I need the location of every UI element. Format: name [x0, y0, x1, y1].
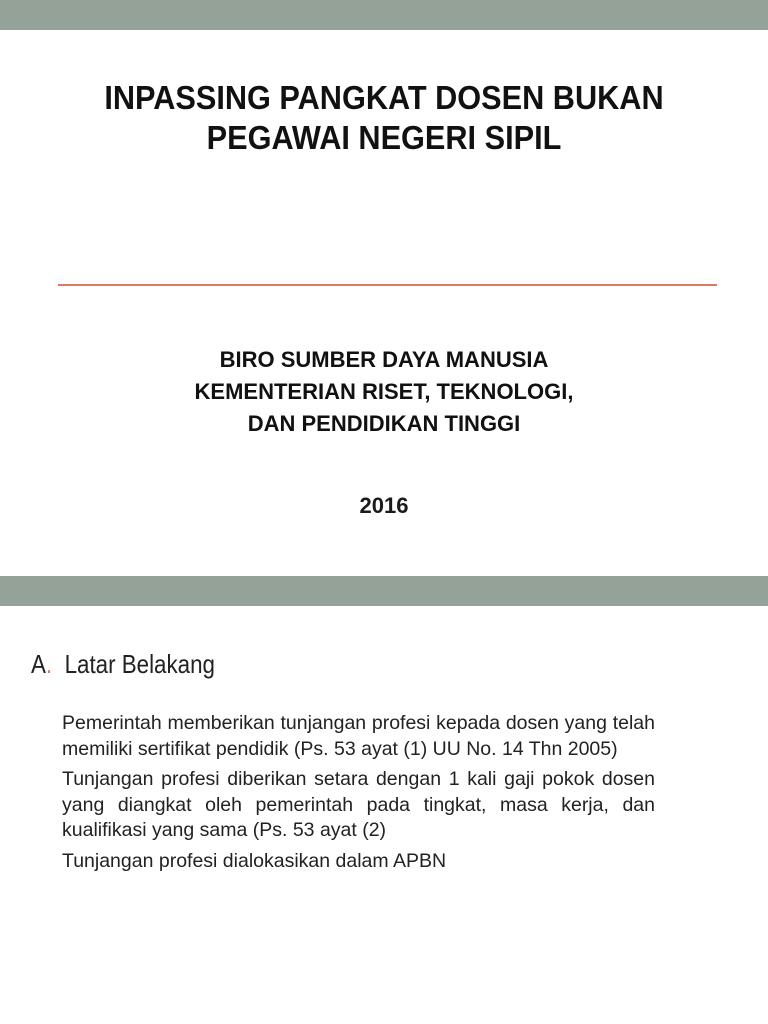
- title-line-1: INPASSING PANGKAT DOSEN BUKAN: [104, 79, 664, 116]
- paragraph-2: Tunjangan profesi diberikan setara dengan 1 kali gaji pokok dosen yang diangkat oleh pemerintah pada tingkat, masa kerja, dan kualifikasi yang sama (Ps. 53 ayat (2): [62, 768, 655, 841]
- title-line-2: PEGAWAI NEGERI SIPIL: [206, 119, 562, 156]
- slide-subtitle: [60, 344, 708, 440]
- section-body: [62, 711, 655, 879]
- subtitle-line-2: KEMENTERIAN RISET, TEKNOLOGI,: [194, 379, 574, 404]
- slide-separator-band: [0, 576, 768, 606]
- paragraph-3: Tunjangan profesi dialokasikan dalam APBN: [62, 849, 447, 872]
- subtitle-line-1: BIRO SUMBER DAYA MANUSIA: [219, 347, 549, 372]
- title-divider: [58, 284, 717, 286]
- section-letter: A: [31, 649, 46, 679]
- section-title: Latar Belakang: [64, 649, 215, 679]
- subtitle-line-3: DAN PENDIDIKAN TINGGI: [247, 411, 521, 436]
- year-label: 2016: [359, 493, 409, 518]
- top-header-band: [0, 0, 768, 30]
- slide-title: [64, 78, 704, 158]
- section-dot: .: [45, 649, 53, 679]
- paragraph-1: Pemerintah memberikan tunjangan profesi kepada dosen yang telah memiliki sertifikat pendidik (Ps. 53 ayat (1) UU No. 14 Thn 2005): [62, 712, 655, 760]
- section-heading: [31, 648, 215, 680]
